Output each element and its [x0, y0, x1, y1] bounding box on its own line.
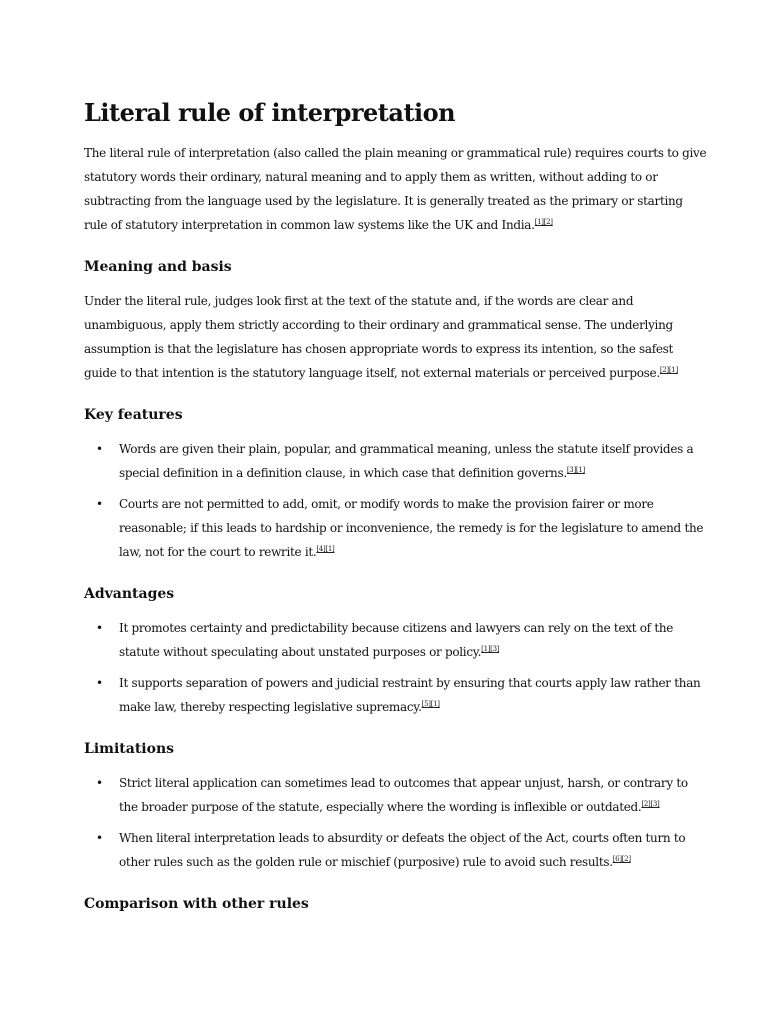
section-heading-meaning: Meaning and basis [84, 259, 232, 275]
section-heading-limitations: Limitations [84, 741, 175, 757]
citation-link[interactable]: [3][1] [566, 466, 585, 474]
list-item [84, 492, 708, 564]
advantages-list [84, 616, 708, 719]
list-item-text: Words are given their plain, popular, and grammatical meaning, unless the statute itself provides a special definition in a definition clause, in which case that definition governs. [119, 442, 694, 480]
bullet-icon: • [96, 442, 103, 456]
section-meaning [84, 257, 708, 385]
intro-paragraph [84, 141, 708, 237]
bullet-icon: • [96, 831, 103, 845]
key-features-list [84, 437, 708, 564]
bullet-icon: • [96, 676, 103, 690]
section-advantages [84, 584, 708, 719]
bullet-icon: • [96, 776, 103, 790]
bullet-icon: • [96, 497, 103, 511]
citation-link[interactable]: [4][1] [316, 545, 335, 553]
section-heading-comparison: Comparison with other rules [84, 896, 309, 912]
intro-citation-link[interactable]: [1][2] [534, 218, 553, 226]
list-item-text: Courts are not permitted to add, omit, or modify words to make the provision fairer or more reasonable; if this leads to hardship or inconvenience, the remedy is for the legislature to amend the law, not for the court to rewrite it. [119, 497, 704, 559]
list-item [84, 437, 708, 485]
section-heading-key-features: Key features [84, 407, 183, 423]
citation-link[interactable]: [2][3] [641, 800, 660, 808]
list-item [84, 671, 708, 719]
meaning-text: Under the literal rule, judges look first at the text of the statute and, if the words are clear and unambiguous, apply them strictly according to their ordinary and grammatical sense. The underlying assumption is that the legislature has chosen appropriate words to express its intention, so the safest guide to that intention is the statutory language itself, not external materials or perceived purpose. [84, 294, 674, 380]
limitations-list [84, 771, 708, 874]
page-title: Literal rule of interpretation [84, 98, 456, 127]
citation-link[interactable]: [1][3] [481, 645, 500, 653]
list-item-text: It supports separation of powers and judicial restraint by ensuring that courts apply law rather than make law, thereby respecting legislative supremacy. [119, 676, 701, 714]
meaning-paragraph [84, 289, 708, 385]
section-comparison [84, 894, 708, 914]
intro-text: The literal rule of interpretation (also called the plain meaning or grammatical rule) requires courts to give statutory words their ordinary, natural meaning and to apply them as written, without adding to or subtracting from the language used by the legislature. It is generally treated as the primary or starting rule of statutory interpretation in common law systems like the UK and India. [84, 146, 707, 232]
meaning-citation-link[interactable]: [2][1] [659, 366, 678, 374]
section-key-features [84, 405, 708, 564]
list-item-text: It promotes certainty and predictability because citizens and lawyers can rely on the text of the statute without speculating about unstated purposes or policy. [119, 621, 674, 659]
bullet-icon: • [96, 621, 103, 635]
citation-link[interactable]: [6][2] [612, 855, 631, 863]
citation-link[interactable]: [5][1] [421, 700, 440, 708]
section-limitations [84, 739, 708, 874]
list-item-text: When literal interpretation leads to absurdity or defeats the object of the Act, courts often turn to other rules such as the golden rule or mischief (purposive) rule to avoid such results. [119, 831, 686, 869]
section-heading-advantages: Advantages [84, 586, 175, 602]
list-item [84, 826, 708, 874]
list-item [84, 771, 708, 819]
list-item [84, 616, 708, 664]
list-item-text: Strict literal application can sometimes lead to outcomes that appear unjust, harsh, or contrary to the broader purpose of the statute, especially where the wording is inflexible or outdated. [119, 776, 688, 814]
